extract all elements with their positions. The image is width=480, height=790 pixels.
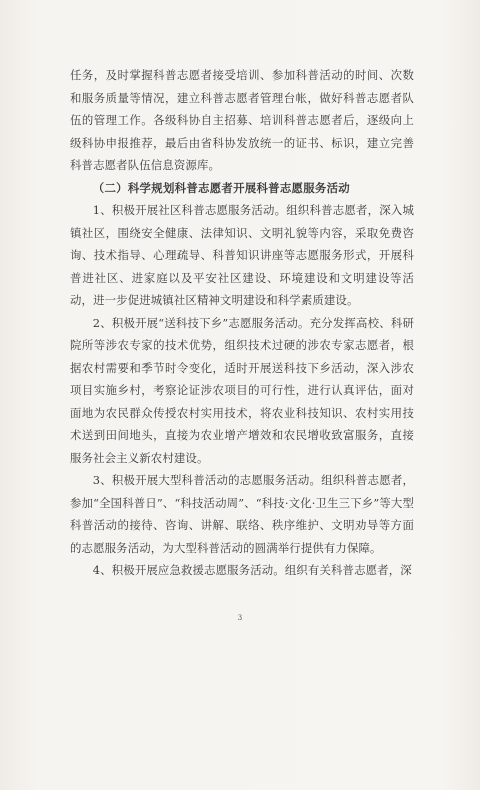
paragraph-rural-service: 2、积极开展“送科技下乡”志愿服务活动。充分发挥高校、科研院所等涉农专家的技术优势，组织技术过硬的涉农专家志愿者，根据农村需要和季节时令变化，适时开展送科技下乡活动，深入涉农项目实施乡村，考察论证涉农项目的可行性，进行认真评估，面对面地为农民群众传授农村实用技术，将农业科技知识、农村实用技术送到田间地头，直接为农业增产增效和农民增收致富服务，直接服务社会主义新农村建设。 xyxy=(70,315,414,465)
paragraph-emergency-service: 4、积极开展应急救援志愿服务活动。组织有关科普志愿者，深 xyxy=(92,563,412,577)
document-body xyxy=(70,64,414,582)
page-number: 3 xyxy=(237,614,243,622)
paragraph-community-service: 1、积极开展社区科普志愿服务活动。组织科普志愿者，深入城镇社区，围绕安全健康、法律知识、文明礼貌等内容，采取免费咨询、技术指导、心理疏导、科普知识讲座等志愿服务形式，开展科普进社区、进家庭以及平安社区建设、环境建设和文明建设等活动，进一步促进城镇社区精神文明建设和科学素质建设。 xyxy=(70,203,414,307)
paragraph-continuation: 任务，及时掌握科普志愿者接受培训、参加科普活动的时间、次数和服务质量等情况，建立科普志愿者管理台帐，做好科普志愿者队伍的管理工作。各级科协自主招募、培训科普志愿者后，逐级向上级科协申报推荐，最后由省科协发放统一的证书、标识，建立完善科普志愿者队伍信息资源库。 xyxy=(70,68,414,172)
paragraph-large-event-service: 3、积极开展大型科普活动的志愿服务活动。组织科普志愿者，参加“全国科普日”、“科技活动周”、“科技·文化·卫生三下乡”等大型科普活动的接待、咨询、讲解、联络、秩序维护、文明劝导等方面的志愿服务活动，为大型科普活动的圆满举行提供有力保障。 xyxy=(70,473,414,555)
section-heading: （二）科学规划科普志愿者开展科普志愿服务活动 xyxy=(92,180,350,195)
